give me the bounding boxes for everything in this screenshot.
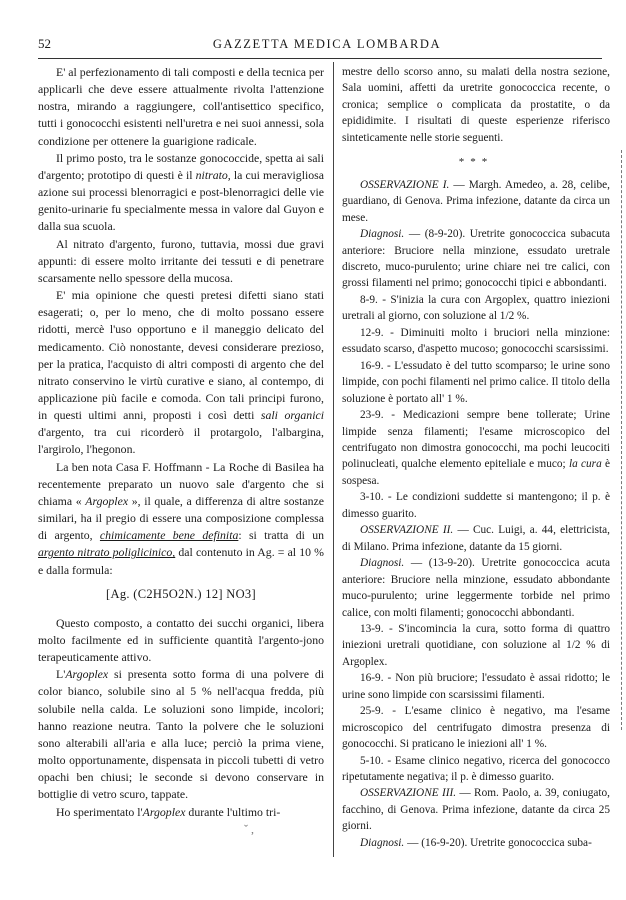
section-separator: *** [458,156,494,169]
diagnosis-label: Diagnosi. [360,557,405,570]
text-run: si presenta sotto forma di una polvere di color bianco, solubile sino al 5 % nell'acqua fredda, più solubile nella calda. Le soluzioni sono limpide, incolori; hanno reazione neutra. Tanto la polvere che le soluzioni sono alterabili all'aria e alla luce; perciò la prima viene, molto opportunamente, dispensata in piccoli tubetti di vetro opachi ben chiusi; le seconde si devono conservare in bottiglie di vetro scuro, tappate. [38,667,324,802]
dated-entry: 8-9. - S'inizia la cura con Argoplex, quattro iniezioni uretrali al giorno, con soluzione al 1/2 %. [342,293,610,323]
paragraph [38,287,324,459]
paragraph [38,666,324,803]
text-run: la cui meravigliosa azione sui processi blenorragici e post-blenorragici delle vie genito-urinarie fu specialmente messa in valore dal Guyon e dalla sua scuola. [38,167,324,234]
observation-title: OSSERVAZIONE II. [360,524,454,537]
text-run: — (8-9-20). Uretrite gonococcica subacuta anteriore: Bruciore nella minzione, essudato uretrale discreto, muco-purulento; urine chiare nei tre calici, con grossi filamenti nel primo; gonococchi tipici e abbondanti. [342,228,610,290]
page-number: 52 [38,36,51,51]
dated-entry: 13-9. - S'incomincia la cura, sotto forma di quattro iniezioni uretrali quotidiane, con soluzione al 1/2 % di Argoplex. [342,622,610,668]
text-run: E' mia opinione che questi pretesi difetti siano stati esagerati; o, per lo meno, che di molto possano essere ridotti, mercè l'uso opportuno e il maneggio delicato del medicamento. Ciò nonostante, devesi considerare prezioso, per la pratica, l'acquisto di altri composti di argento che del nitrato conservino le virtù curative e siano, al contempo, di applicazione più facile e comoda. Con tali principi furono, in questi ultimi anni, proposti i così detti [38,288,324,423]
diagnosis-label: Diagnosi. [360,228,405,241]
italic-term: Argoplex [85,493,129,508]
text-run: 23-9. - Medicazioni sempre bene tollerate; Urine limpide senza filamenti; l'esame microscopico del centrifugato non dimostra gonococchi, ma pochi leucociti polinucleati, qualche elemento epiteliale e muco; [342,409,610,471]
observation-heading [342,785,610,834]
right-column [342,64,610,851]
dated-entry: 12-9. - Diminuiti molto i bruciori nella minzione: essudato scarso, d'aspetto mucoso; gonococchi scarsissimi. [342,326,610,356]
text-run: L' [56,667,66,682]
chemical-formula: [Ag. (C2H5O2N.) 12] NO3] [106,586,256,601]
text-run: d'argento, tra cui ricorderò il protargolo, l'albargina, l'argirolo, l'hegonon. [38,425,324,457]
text-run: durante l'ultimo tri- [185,804,281,819]
diagnosis-paragraph [342,835,610,851]
dated-entry: 16-9. - L'essudato è del tutto scomparso; le urine sono limpide, con pochi filamenti nel primo calice. Il titolo della soluzione è portato all' 1 %. [342,359,610,405]
text-run: dal contenuto in Ag. = al 10 % e dalla formula: [38,545,324,577]
italic-term: argento nitrato poliglicinico, [38,545,176,560]
text-run: — Margh. Amedeo, a. 28, celibe, guardiano, di Genova. Prima infezione, datante da circa un mese. [342,178,610,224]
column-divider [333,62,334,857]
dated-entry: 16-9. - Non più bruciore; l'essudato è assai ridotto; le urine sono limpide con scarsissimi filamenti. [342,672,610,701]
text-run: — (16-9-20). Uretrite gonococcica suba- [404,836,592,849]
header-rule [38,58,602,59]
observation-title: OSSERVAZIONE I. [360,178,450,191]
italic-term: Argoplex [142,804,186,819]
page-edge-line [621,150,622,730]
paragraph [38,459,324,579]
diagnosis-paragraph [342,226,610,292]
text-run: Ho sperimentato l' [56,804,143,819]
journal-title: GAZZETTA MEDICA LOMBARDA [212,37,442,51]
italic-term: la cura [568,458,602,471]
dated-entry: 3-10. - Le condizioni suddette si mantengono; il p. è dimesso guarito. [342,491,610,520]
italic-term: chimicamente bene definita [99,528,239,543]
italic-term: Argoplex [65,667,109,682]
paragraph: mestre dello scorso anno, su malati della nostra sezione, Sala uomini, affetti da uretrite gonococcica recente, o cronica; semplice o complicata da prostatite, o da epididimite. I risultati di queste esperienze riferisco sinteticamente nelle storie seguenti. [342,66,610,144]
paragraph [38,804,324,821]
text-run: », il quale, a differenza di altre sostanze similari, ha il pregio di essere una composizione complessa di argento, [38,493,325,543]
left-column [38,64,324,821]
scan-mark: ˇ , [244,822,254,836]
text-run: è sospesa. [342,458,611,487]
italic-term: nitrato, [195,167,231,182]
italic-term: sali organici [260,408,324,423]
paragraph: Questo composto, a contatto dei succhi organici, libera molto facilmente ed in sufficiente quantità l'argento-jono terapeuticamente attivo. [38,615,324,665]
diagnosis-label: Diagnosi. [360,836,405,849]
observation-heading [342,522,610,555]
text-run: — Cuc. Luigi, a. 44, elettricista, di Milano. Prima infezione, datante da 15 giorni. [342,524,610,553]
dated-entry: 25-9. - L'esame clinico è negativo, ma l'esame microscopico del centrifugato dimostra presenza di gonococchi. Si praticano le iniezioni all' 1 %. [342,705,610,751]
dated-entry: 5-10. - Esame clinico negativo, ricerca del gonococco ripetutamente negativa; il p. è dimesso guarito. [342,754,610,784]
text-run: Il primo posto, tra le sostanze gonococcide, spetta ai sali d'argento; prototipo di questi è il [38,150,324,182]
text-run: La ben nota Casa F. Hoffmann - La Roche di Basilea ha recentemente preparato un nuovo sale d'argento che si chiama « [38,459,324,508]
paragraph: E' al perfezionamento di tali composti e della tecnica per applicarli che deve essere attualmente rivolta l'attenzione nostra, mirando a raggiungere, coll'antisettico specifico, tutti i gonococchi esistenti nell'uretra e nei suoi annessi, sola condizione per ottenere la guarigione radicale. [38,65,324,148]
page-header [38,36,596,58]
text-run: — (13-9-20). Uretrite gonococcica acuta anteriore: Bruciore nella minzione, essudato abbondante muco-purulento; urine leggermente torbide nel primo calice, con molti filamenti; gonococchi abbondanti. [342,557,610,619]
text-run: : si tratta di un [238,528,324,543]
paragraph: Al nitrato d'argento, furono, tuttavia, mossi due gravi appunti: di essere molto irritante dei tessuti e di penetrare scarsamente nello spessore della mucosa. [38,236,324,285]
observation-heading [342,177,610,226]
dated-entry [342,407,610,489]
diagnosis-paragraph [342,555,610,621]
text-run: — Rom. Paolo, a. 39, coniugato, facchino, di Genova. Prima infezione, datante da circa 25 giorni. [342,787,610,833]
observation-title: OSSERVAZIONE III. [360,787,457,800]
paragraph [38,150,324,236]
